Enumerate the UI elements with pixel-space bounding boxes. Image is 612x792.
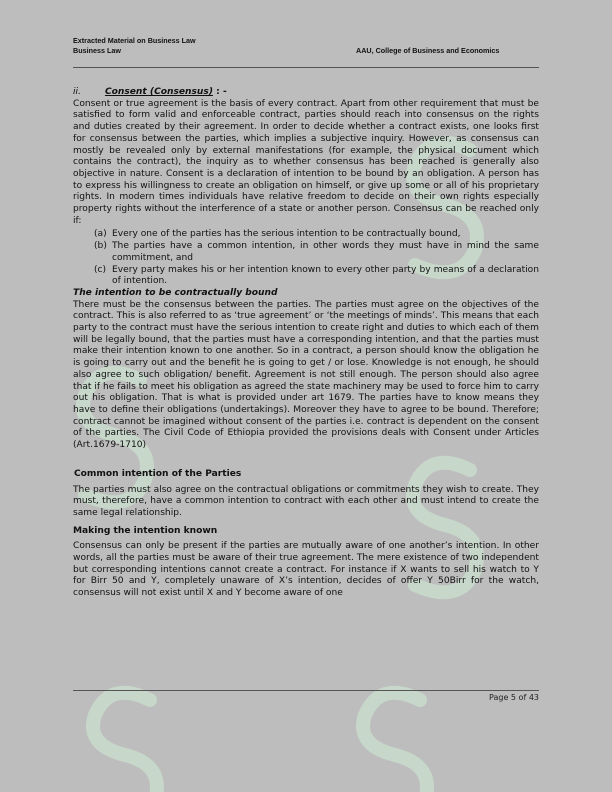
header-course-name: Business Law [73, 46, 121, 55]
paragraph-common-intention: The parties must also agree on the contractual obligations or commitments they wish to create. They must, therefore, have a common intention to contract with each other and must intend to create the same legal relationship. [73, 484, 539, 518]
page-number: Page 5 of 43 [489, 693, 539, 702]
page-body [73, 87, 539, 600]
list-marker: (a) [94, 229, 107, 240]
subheading-intention-bound: The intention to be contractually bound [73, 287, 278, 298]
list-item-text: Every party makes his or her intention known to every other party by means of a declaration of intention. [112, 264, 539, 287]
list-item [73, 241, 539, 264]
header-institution: AAU, College of Business and Economics [356, 46, 500, 55]
section-title-suffix: : - [212, 87, 227, 97]
consensus-conditions-list [73, 229, 539, 288]
section-title: Consent (Consensus) [104, 87, 213, 97]
header-document-title: Extracted Material on Business Law [73, 36, 196, 45]
section-heading [73, 87, 539, 99]
section-number: ii. [73, 87, 81, 97]
list-marker: (b) [94, 241, 107, 252]
list-marker: (c) [94, 264, 107, 275]
paragraph-making-known: Consensus can only be present if the parties are mutually aware of one another’s intention. In other words, all the parties must be aware of their true agreement. The mere existence of two independent but corresponding intentions cannot create a contract. For instance if X wants to sell his watch to Y for Birr 50 and Y, completely unaware of X’s intention, decides of offer Y 50Birr for the watch, consensus will not exist until X and Y become aware of one [73, 541, 539, 599]
paragraph-intention-bound: There must be the consensus between the parties. The parties must agree on the objectives of the contract. This is also referred to as ‘true agreement’ or ‘the meetings of minds’. This means that each party to the contract must have the serious intention to create right and duties to which each of them will be legally bound, that the parties must have a corresponding intention, and that the parties must make their intention known to one another. So in a contract, a person should know the obligation he is going to carry out and the benefit he is going to get / or lose. Knowledge is not enough, he should also agree to such obligation/ benefit. Agreement is not still enough. The person should also agree that if he fails to meet his obligation as agreed the state machinery may be used to force him to carry out his obligation. That is what is provided under art 1679. The parties have to know means they have to define their obligations (undertakings). Moreover they have to agree to be bound. Therefore; contract cannot be imagined without consent of the parties i.e. contract is dependent on the consent of the parties. The Civil Code of Ethiopia provided the provisions deals with Consent under Articles (Art.1679-1710) [73, 299, 539, 451]
subheading-making-known: Making the intention known [73, 525, 218, 536]
header-divider [73, 67, 539, 68]
footer-divider [73, 690, 539, 691]
list-item-text: The parties have a common intention, in other words they must have in mind the same commitment, and [112, 241, 539, 263]
list-item [73, 229, 539, 241]
list-item [73, 265, 539, 288]
intro-paragraph: Consent or true agreement is the basis of every contract. Apart from other requirement that must be satisfied to form valid and enforceable contract, parties should reach into consensus on the rights and duties created by their agreement. In order to decide whether a contract exists, one looks first for consensus between the parties, which implies a subjective inquiry. However, as consensus can mostly be revealed only by external manifestations (for example, the physical document which contains the contract), the inquiry as to whether consensus has been reached is generally also objective in nature. Consent is a declaration of intention to be bound by an obligation. A person has to express his willingness to create an obligation on himself, or give up some or all of his proprietary rights. In modern times individuals have relative freedom to decide on their own rights especially property rights without the interference of a state or another person. Consensus can be reached only if: [73, 98, 539, 226]
list-item-text: Every one of the parties has the serious intention to be contractually bound, [112, 229, 461, 240]
subheading-common-intention: Common intention of the Parties [74, 468, 242, 479]
